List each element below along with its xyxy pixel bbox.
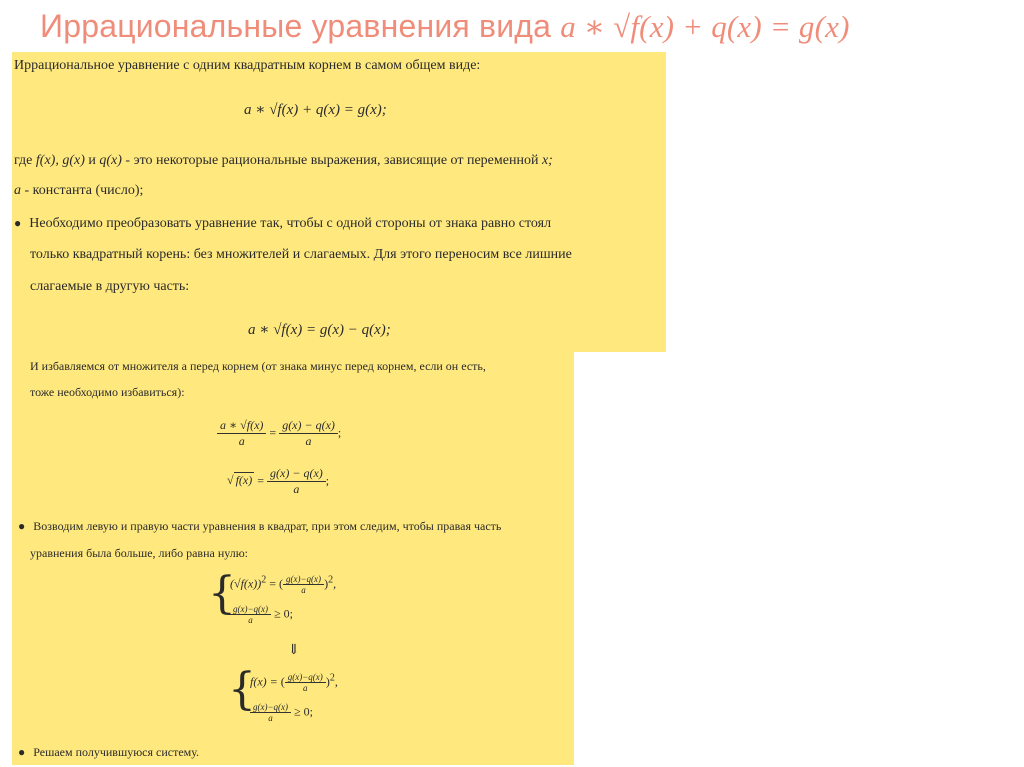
remove-multiplier-line-2: тоже необходимо избавиться): bbox=[30, 385, 185, 399]
bullet-1-line-1: ● Необходимо преобразовать уравнение так, чтобы с одной стороны от знака равно стоял bbox=[14, 216, 552, 231]
division-equation: $\frac{a ∗ √f(x)}{a}$ = $\frac{g(x) - q(x)}{a}$ ; bbox=[217, 418, 341, 449]
const-line: a - константа (число); bbox=[14, 183, 144, 198]
step-equation: a ∗ √f(x) = g(x) − q(x); bbox=[248, 322, 391, 338]
general-equation: a ∗ √f(x) + q(x) = g(x); bbox=[244, 102, 387, 118]
bullet-icon: ● bbox=[14, 216, 22, 230]
slide-title bbox=[40, 8, 850, 45]
left-brace: { bbox=[208, 568, 236, 619]
bullet-2-line-1: ● Возводим левую и правую части уравнения в квадрат, при этом следим, чтобы правая часть bbox=[18, 519, 502, 533]
isolated-root-equation: √ f(x) = $\frac{g(x) - q(x)}{a}$ ; bbox=[227, 466, 330, 496]
bullet-icon: ● bbox=[18, 745, 26, 759]
bullet-1-line-3: слагаемые в другую часть: bbox=[30, 279, 190, 294]
where-line: где f(x), g(x) и q(x) - это некоторые рациональные выражения, зависящие от переменной x; bbox=[14, 153, 553, 168]
implies-arrow: ⇓ bbox=[288, 643, 300, 658]
bullet-3: ● Решаем получившуюся систему. bbox=[18, 745, 200, 759]
intro-text: Иррациональное уравнение с одним квадратным корнем в самом общем виде: bbox=[14, 58, 481, 73]
bullet-2-line-2: уравнения была больше, либо равна нулю: bbox=[30, 546, 248, 560]
title-formula: a ∗ √f(x) + q(x) = g(x) bbox=[560, 9, 850, 44]
content-panel-bottom: И избавляемся от множителя a перед корнем (от знака минус перед корнем, если он есть, тоже необходимо избавиться): $\frac{a ∗ √f(x)}{a}$ = $\frac{g(x) - q(x)}{a}$ ; √ f(x) = $\frac{g(x) - q(x)}{a}$ ; ● Возводим левую и правую части уравнения в квадрат, при этом следим, чтобы правая часть уравнения была больше, либо равна нулю: { $(√f(x))^2$ = ( $\frac{g(x)-q(x)}{a}$ )$^2$, $\frac{g(x)-q(x)}{a}$ ≥ 0; ⇓ { f(x) = ( $\frac{g(x)-q(x)}{a}$ )$^2$, $\frac{g(x)-q(x)}{a}$ ≥ 0; ● Решаем получившуюся систему. bbox=[12, 352, 574, 765]
title-text: Иррациональные уравнения вида bbox=[40, 8, 552, 44]
content-panel-top bbox=[12, 52, 666, 352]
remove-multiplier-line-1: И избавляемся от множителя a перед корнем (от знака минус перед корнем, если он есть, bbox=[30, 359, 486, 373]
left-brace: { bbox=[228, 664, 256, 715]
bullet-icon: ● bbox=[18, 519, 26, 533]
bullet-1-line-2: только квадратный корень: без множителей и слагаемых. Для этого переносим все лишние bbox=[30, 247, 572, 262]
